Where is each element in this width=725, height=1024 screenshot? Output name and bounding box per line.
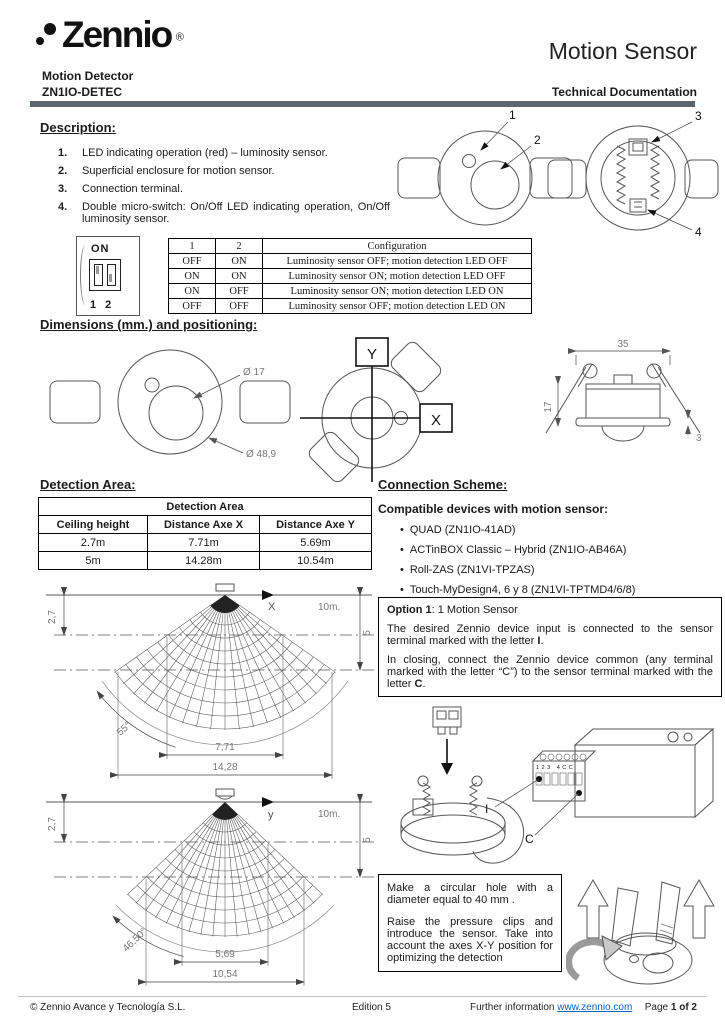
list-item xyxy=(58,183,390,195)
cell: OFF xyxy=(216,299,263,314)
dim-label: 35 xyxy=(617,339,629,350)
logo-text: Zennio xyxy=(62,14,172,55)
page-num: 1 of 2 xyxy=(670,1002,697,1013)
footer-further-info xyxy=(470,1002,632,1013)
cell: 7.71m xyxy=(148,534,260,552)
callout-3: 3 xyxy=(695,109,702,123)
zennio-link[interactable]: www.zennio.com xyxy=(557,1002,633,1013)
axis-label: y xyxy=(268,809,274,821)
table-row xyxy=(169,299,532,314)
device-views-drawing xyxy=(395,106,720,244)
connection-illustration xyxy=(375,703,723,871)
table-header-row xyxy=(39,516,372,534)
terminal-numbers: 123 4CC xyxy=(536,765,576,771)
instruction-paragraph: Raise the pressure clips and introduce the sensor. Take into account the axes X-Y position for optimizing the detection xyxy=(387,916,553,964)
connection-heading: Connection Scheme: xyxy=(378,477,508,492)
item-number: 2. xyxy=(58,165,68,177)
callout-4: 4 xyxy=(695,225,702,239)
device-name: QUAD (ZN1IO-41AD) xyxy=(409,524,516,536)
install-illustration xyxy=(566,866,720,992)
text: . xyxy=(540,635,544,647)
cell: 10.54m xyxy=(260,552,372,570)
description-list xyxy=(58,147,390,231)
text: The desired Zennio device input is connected to the sensor terminal marked with the letter xyxy=(387,623,713,647)
axis-x-label: X xyxy=(430,412,442,429)
dip-switch-1 xyxy=(94,264,103,286)
cell: 5.69m xyxy=(260,534,372,552)
instruction-paragraph: Make a circular hole with a diameter equal to 40 mm . xyxy=(387,882,553,906)
range-label: 10m. xyxy=(318,602,341,613)
list-item xyxy=(58,147,390,159)
list-item xyxy=(400,584,635,596)
list-item xyxy=(400,564,635,576)
dip-switch-body xyxy=(89,259,121,291)
table-title-row xyxy=(39,498,372,516)
cell: ON xyxy=(169,284,216,299)
bullet-icon: • xyxy=(400,524,404,536)
table-row xyxy=(39,534,372,552)
table-header-row xyxy=(169,239,532,254)
distance-label: 14,28 xyxy=(212,762,238,773)
table-title: Detection Area xyxy=(39,498,372,516)
item-text: Superficial enclosure for motion sensor. xyxy=(82,165,275,177)
dim-label: Ø 17 xyxy=(243,367,265,378)
label-c: C xyxy=(525,832,534,846)
terminal-letter: C xyxy=(414,678,423,690)
option-title-rest: : 1 Motion Sensor xyxy=(431,604,518,616)
cell: Luminosity sensor OFF; motion detection LED OFF xyxy=(263,254,532,269)
table-row xyxy=(169,269,532,284)
col-header: 2 xyxy=(216,239,263,254)
cell: 5m xyxy=(39,552,148,570)
label-i: I xyxy=(485,802,489,816)
height-label: 5 xyxy=(362,630,373,636)
angle-label: 46,50° xyxy=(121,926,150,955)
footer-edition: Edition 5 xyxy=(352,1002,391,1013)
col-header: 1 xyxy=(169,239,216,254)
distance-label: 7,71 xyxy=(215,742,235,753)
callout-2: 2 xyxy=(534,133,541,147)
option-title xyxy=(387,604,713,616)
item-number: 4. xyxy=(58,201,68,213)
zennio-logo xyxy=(62,14,184,56)
dip-numbers-label: 1 2 xyxy=(90,299,115,311)
item-text: Double micro-switch: On/Off LED indicating operation, On/Off luminosity sensor. xyxy=(82,201,390,225)
page-title: Motion Sensor xyxy=(548,38,697,64)
item-text: Connection terminal. xyxy=(82,183,183,195)
configuration-table xyxy=(168,238,532,314)
further-label: Further information xyxy=(470,1002,558,1013)
list-item xyxy=(400,524,635,536)
detection-fan-x-diagram xyxy=(40,583,375,785)
footer-page-number xyxy=(645,1002,697,1013)
height-label: 5 xyxy=(362,837,373,843)
dim-label: Ø 48,9 xyxy=(246,449,277,460)
axis-y-label: Y xyxy=(366,346,378,363)
dims-position-drawing xyxy=(300,322,458,484)
device-name: Touch-MyDesign4, 6 y 8 (ZN1VI-TPTMD4/6/8) xyxy=(409,584,636,596)
option-title-bold: Option 1 xyxy=(387,604,432,616)
option-paragraph xyxy=(387,654,713,690)
cell: OFF xyxy=(169,254,216,269)
cell: OFF xyxy=(216,284,263,299)
dim-label: 17 xyxy=(543,401,554,413)
list-item xyxy=(400,544,635,556)
text: . xyxy=(422,678,426,690)
bullet-icon: • xyxy=(400,584,404,596)
cell: Luminosity sensor ON; motion detection LED OFF xyxy=(263,269,532,284)
detection-fan-y-diagram xyxy=(40,788,375,1000)
text: In closing, connect the Zennio device common (any terminal marked with the letter “C”) to the sensor terminal marked with the letter xyxy=(387,654,713,690)
product-code: ZN1IO-DETEC xyxy=(42,85,123,99)
compatible-list xyxy=(400,524,635,604)
dims-side-view-drawing xyxy=(528,335,720,467)
list-item xyxy=(58,165,390,177)
description-heading: Description: xyxy=(40,120,116,135)
angle-label: 55° xyxy=(115,719,134,739)
item-number: 1. xyxy=(58,147,68,159)
detection-table xyxy=(38,497,372,570)
height-label: 2,7 xyxy=(47,610,58,624)
footer-copyright: © Zennio Avance y Tecnología S.L. xyxy=(30,1002,186,1013)
col-header: Configuration xyxy=(263,239,532,254)
cell: ON xyxy=(216,269,263,284)
option-paragraph xyxy=(387,623,713,647)
bullet-icon: • xyxy=(400,564,404,576)
item-text: LED indicating operation (red) – luminosity sensor. xyxy=(82,147,328,159)
col-header: Distance Axe X xyxy=(148,516,260,534)
dims-front-view-drawing xyxy=(40,333,305,473)
table-row xyxy=(39,552,372,570)
product-family: Motion Detector xyxy=(42,69,134,83)
device-name: ACTinBOX Classic – Hybrid (ZN1IO-AB46A) xyxy=(409,544,627,556)
range-label: 10m. xyxy=(318,809,341,820)
registered-mark: ® xyxy=(175,31,184,44)
terminal-letter: I xyxy=(537,635,541,647)
dip-switch-drawing xyxy=(76,236,140,316)
table-row xyxy=(169,284,532,299)
option1-box xyxy=(378,597,722,697)
compatible-heading: Compatible devices with motion sensor: xyxy=(378,502,609,516)
axis-label: X xyxy=(268,601,276,613)
footer-divider xyxy=(18,996,707,997)
install-instructions-box xyxy=(378,874,562,972)
dim-label: 3 xyxy=(696,433,702,444)
dip-switch-2 xyxy=(107,264,116,286)
list-item xyxy=(58,201,390,225)
logo-dot-icon xyxy=(44,23,56,35)
cell: 2.7m xyxy=(39,534,148,552)
bullet-icon: • xyxy=(400,544,404,556)
dimensions-heading: Dimensions (mm.) and positioning: xyxy=(40,317,258,332)
detection-heading: Detection Area: xyxy=(40,477,136,492)
dip-on-label: ON xyxy=(91,243,110,255)
height-label: 2,7 xyxy=(47,817,58,831)
cell: OFF xyxy=(169,299,216,314)
cell: Luminosity sensor OFF; motion detection LED ON xyxy=(263,299,532,314)
doc-type: Technical Documentation xyxy=(551,85,697,99)
cell: ON xyxy=(216,254,263,269)
cell: 14.28m xyxy=(148,552,260,570)
callout-1: 1 xyxy=(509,108,516,122)
distance-label: 5,69 xyxy=(215,949,235,960)
col-header: Distance Axe Y xyxy=(260,516,372,534)
distance-label: 10,54 xyxy=(212,969,238,980)
cell: ON xyxy=(169,269,216,284)
page-label: Page xyxy=(644,1002,671,1013)
logo-dot-icon xyxy=(36,37,44,45)
item-number: 3. xyxy=(58,183,68,195)
device-name: Roll-ZAS (ZN1VI-TPZAS) xyxy=(409,564,535,576)
cell: Luminosity sensor ON; motion detection LED ON xyxy=(263,284,532,299)
col-header: Ceiling height xyxy=(39,516,148,534)
table-row xyxy=(169,254,532,269)
